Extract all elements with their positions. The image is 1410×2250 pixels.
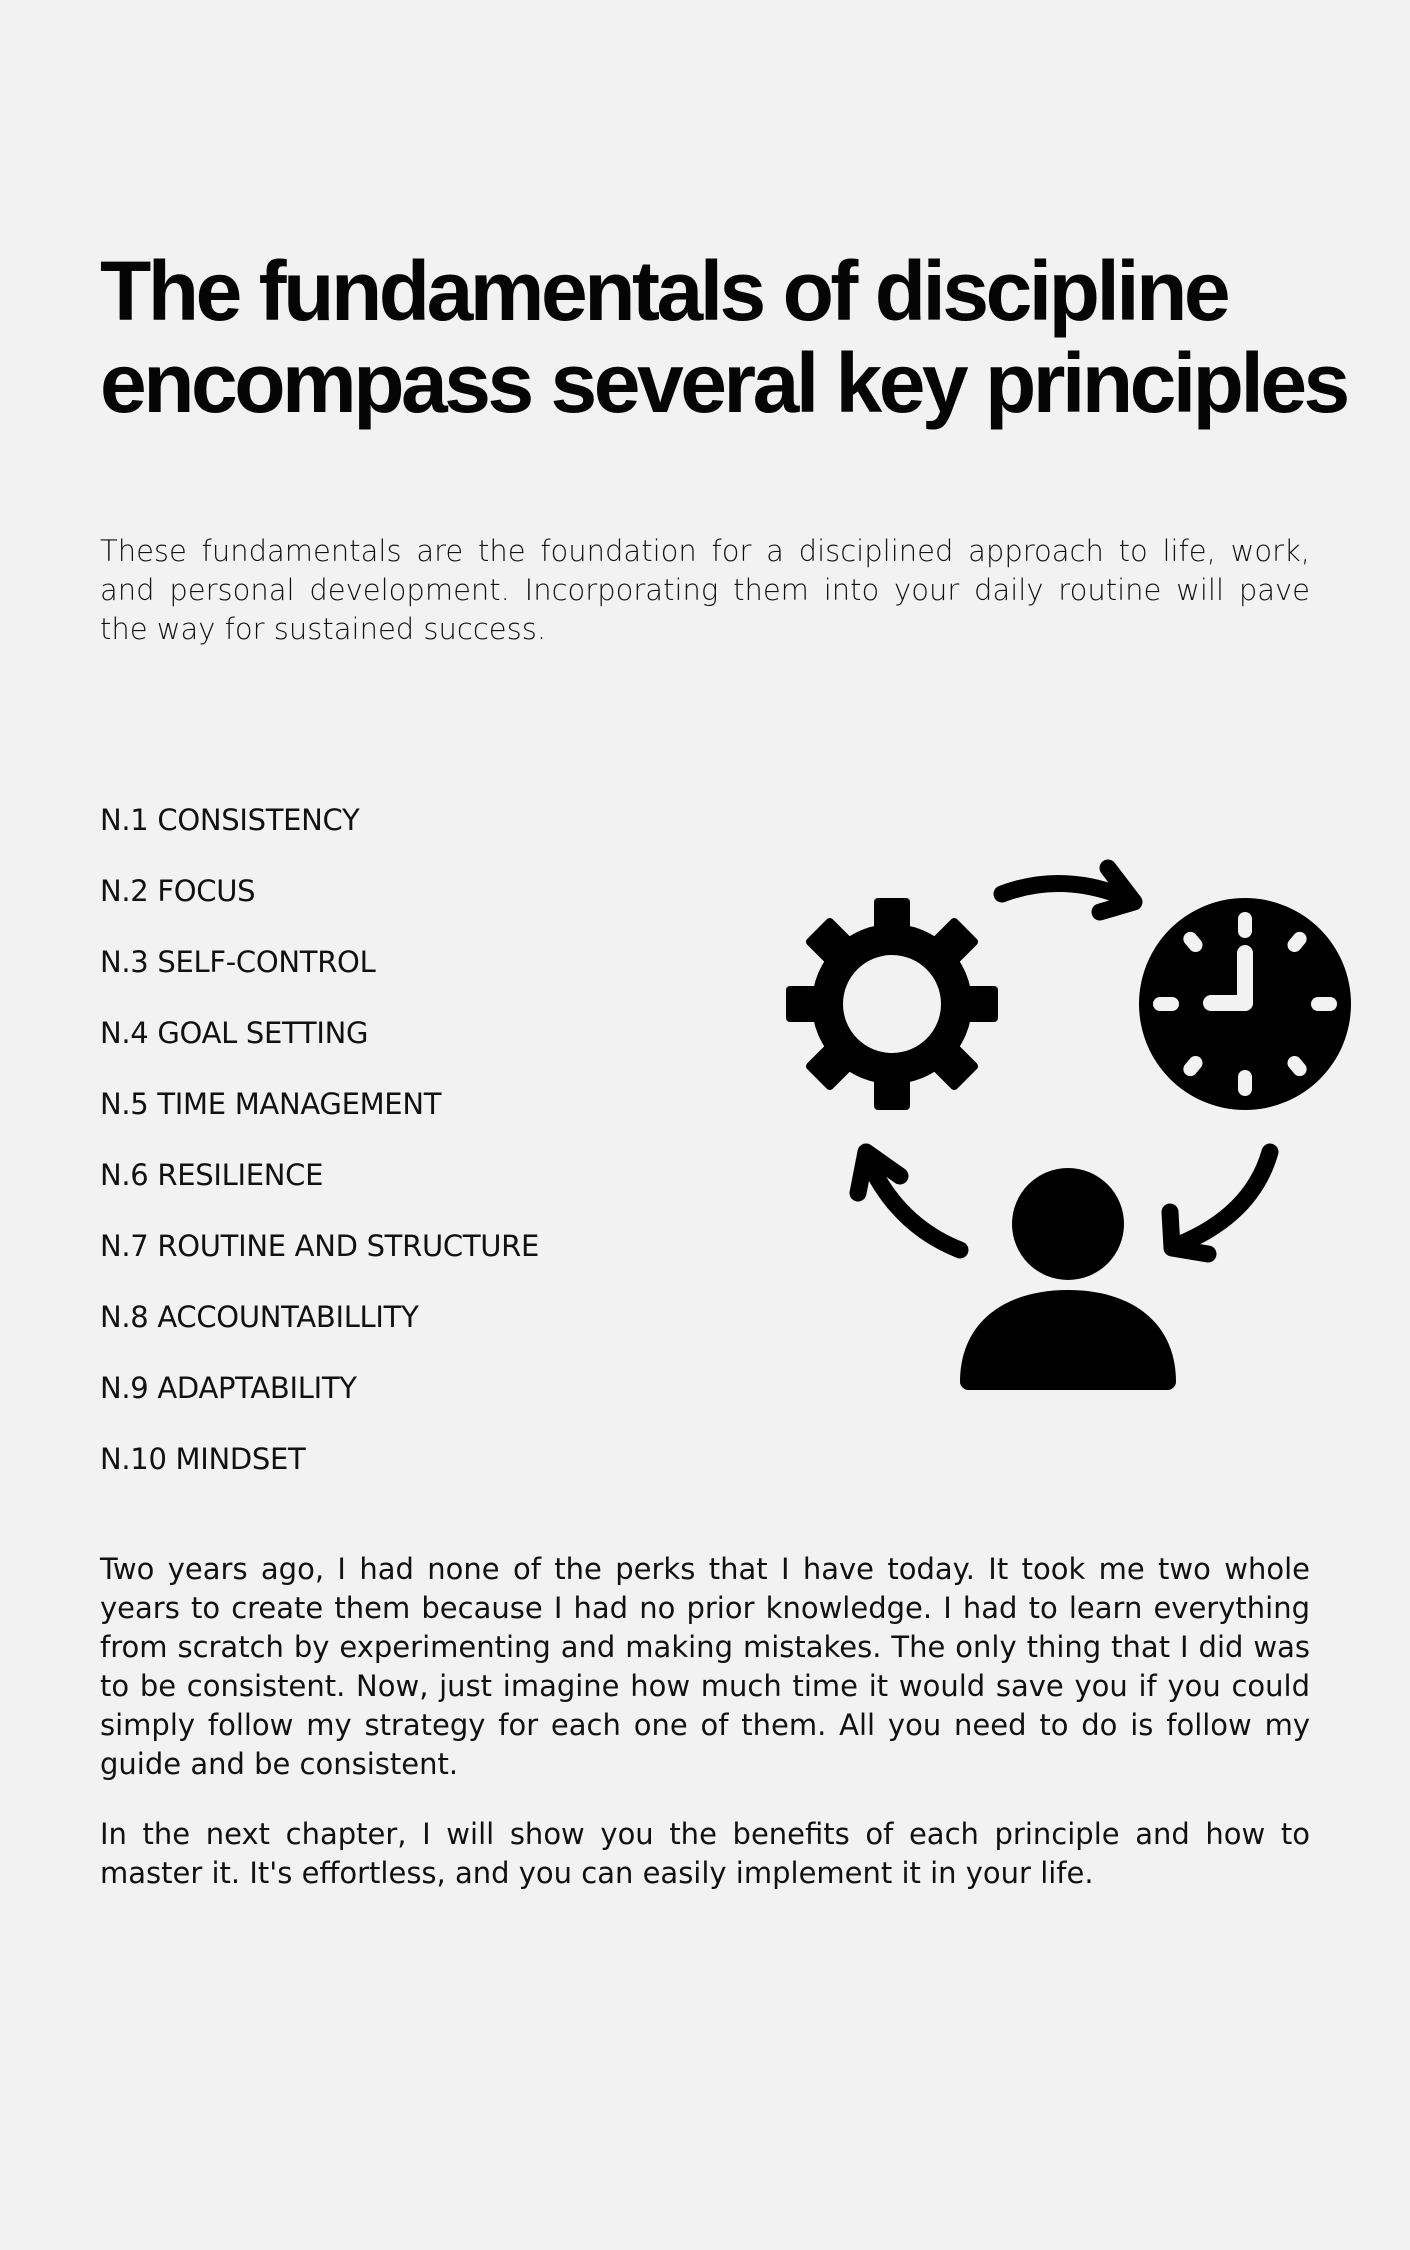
principle-item-9: N.9 ADAPTABILITY — [100, 1371, 357, 1405]
principle-item-4: N.4 GOAL SETTING — [100, 1016, 369, 1050]
next-chapter-paragraph: In the next chapter, I will show you the benefits of each principle and how to master it. It's effortless, and you can easily implement it in your life. — [100, 1817, 1310, 1890]
person-icon — [960, 1168, 1176, 1390]
principle-item-6: N.6 RESILIENCE — [100, 1158, 324, 1192]
discipline-cycle-illustration — [780, 855, 1360, 1400]
principle-item-8: N.8 ACCOUNTABILLITY — [100, 1300, 419, 1334]
page-title — [100, 244, 1347, 430]
principle-item-5: N.5 TIME MANAGEMENT — [100, 1087, 442, 1121]
intro-paragraph: These fundamentals are the foundation for a disciplined approach to life, work, and personal development. Incorporating them into your daily routine will pave the way for sustained success. — [100, 534, 1310, 646]
clock-icon — [1139, 898, 1351, 1110]
principle-item-3: N.3 SELF-CONTROL — [100, 945, 376, 979]
principle-item-2: N.2 FOCUS — [100, 874, 256, 908]
story-paragraph: Two years ago, I had none of the perks that I have today. It took me two whole years to create them because I had no prior knowledge. I had to learn everything from scratch by experimenting and making mistakes. The only thing that I did was to be consistent. Now, just imagine how much time it would save you if you could simply follow my strategy for each one of them. All you need to do is follow my guide and be consistent. — [100, 1552, 1310, 1781]
principle-item-10: N.10 MINDSET — [100, 1442, 306, 1476]
gear-icon — [786, 898, 998, 1110]
principle-item-1: N.1 CONSISTENCY — [100, 803, 360, 837]
principle-item-7: N.7 ROUTINE AND STRUCTURE — [100, 1229, 540, 1263]
principles-list — [100, 800, 539, 1510]
page-title-line-1: The fundamentals of discipline — [100, 244, 1228, 338]
page-title-line-2: encompass several key principles — [100, 336, 1347, 430]
